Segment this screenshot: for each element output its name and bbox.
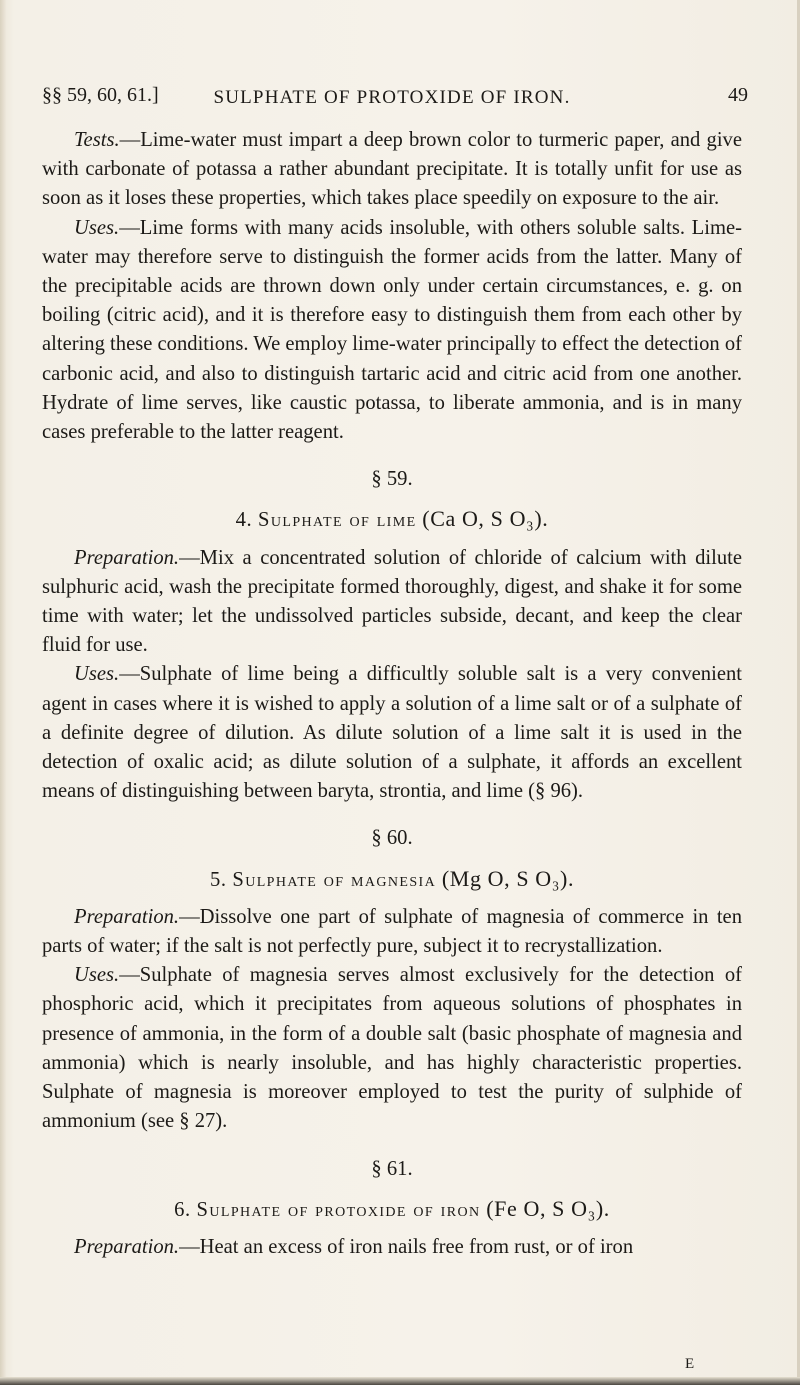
paragraph-text: —Dissolve one part of sulphate of magnesia of commerce in ten parts of water; if the salt is not perfectly pure, subject it to recrystallization.	[42, 905, 742, 958]
paragraph-preparation	[42, 1233, 742, 1262]
paragraph-preparation	[42, 903, 742, 961]
heading-formula: (Fe O, S O₃).	[486, 1195, 610, 1221]
paragraph-text: —Lime-water must impart a deep brown color to turmeric paper, and give with carbonate of potassa a rather abundant precipitate. It is totally unfit for use as soon as it loses these properties, which takes place speedily on exposure to the air.	[42, 129, 742, 210]
page-left-edge	[0, 0, 6, 1385]
page-bottom-edge	[0, 1377, 800, 1385]
paragraph-lead: Preparation.	[74, 1235, 180, 1258]
paragraph-uses	[42, 660, 742, 806]
section-number: § 61.	[371, 1157, 413, 1180]
paragraph-lead: Preparation.	[74, 905, 180, 928]
paragraph-lead: Uses.	[74, 663, 120, 686]
paragraph-text: —Heat an excess of iron nails free from rust, or of iron	[179, 1235, 634, 1258]
heading-number: 4.	[235, 509, 253, 532]
heading-number: 6.	[174, 1198, 191, 1221]
section-heading	[42, 504, 742, 535]
heading-number: 5.	[209, 868, 227, 891]
section-number: § 60.	[371, 827, 413, 850]
paragraph-preparation	[42, 544, 742, 661]
paragraph-text: —Sulphate of magnesia serves almost exclusively for the detection of phosphoric acid, which it precipitates from aqueous solutions of phosphates in presence of ammonia, in the form of a double salt (basic phosphate of magnesia and ammonia) which is nearly insoluble, and has highly characteristic properties. Sulphate of magnesia is moreover employed to test the purity of sulphide of ammonium (see § 27).	[42, 964, 742, 1133]
heading-formula: (Ca O, S O₃).	[422, 506, 549, 532]
paragraph-lead: Preparation.	[74, 546, 180, 569]
heading-name: Sulphate of lime	[258, 509, 417, 532]
paragraph-lead: Tests.	[74, 129, 120, 151]
paragraph-text: —Mix a concentrated solution of chloride of calcium with dilute sulphuric acid, wash the precipitate formed thoroughly, digest, and shake it for some time with water; let the undissolved particles subside, decant, and keep the clear fluid for use.	[42, 546, 742, 657]
paragraph-lead: Uses.	[74, 216, 120, 239]
page-content	[42, 84, 748, 1262]
paragraph-tests	[42, 126, 742, 214]
heading-formula: (Mg O, S O₃).	[441, 865, 575, 891]
heading-name: Sulphate of protoxide of iron	[196, 1198, 481, 1221]
section-number: § 59.	[371, 468, 413, 491]
header-title: SULPHATE OF PROTOXIDE OF IRON.	[213, 87, 571, 108]
paragraph-text: —Sulphate of lime being a difficultly soluble salt is a very convenient agent in cases where it is wished to apply a solution of a lime salt or of a sulphate of a definite degree of dilution. As dilute solution of a lime salt it is used in the detection of oxalic acid; as dilute solution of a sulphate, it affords an excellent means of distinguishing between baryta, strontia, and lime (§ 96).	[42, 663, 742, 803]
paragraph-lead: Uses.	[74, 964, 120, 987]
section-heading	[42, 1194, 742, 1225]
page-number: 49	[728, 84, 748, 106]
paragraph-uses-lime	[42, 214, 742, 448]
header-sections: §§ 59, 60, 61.]	[42, 84, 159, 106]
paragraph-uses	[42, 961, 742, 1136]
signature-mark: E	[685, 1356, 696, 1372]
section-heading	[42, 864, 742, 895]
paragraph-text: —Lime forms with many acids insoluble, with others soluble salts. Lime-water may therefore serve to distinguish the former acids from the latter. Many of the precipitable acids are thrown down only under certain circumstances, e. g. on boiling (citric acid), and it is therefore easy to distinguish them from each other by altering these conditions. We employ lime-water principally to effect the detection of carbonic acid, and also to distinguish tartaric acid and citric acid from one another. Hydrate of lime serves, like caustic potassa, to liberate ammonia, and is in many cases preferable to the latter reagent.	[42, 216, 742, 444]
heading-name: Sulphate of magnesia	[232, 868, 437, 891]
running-head	[42, 84, 748, 116]
